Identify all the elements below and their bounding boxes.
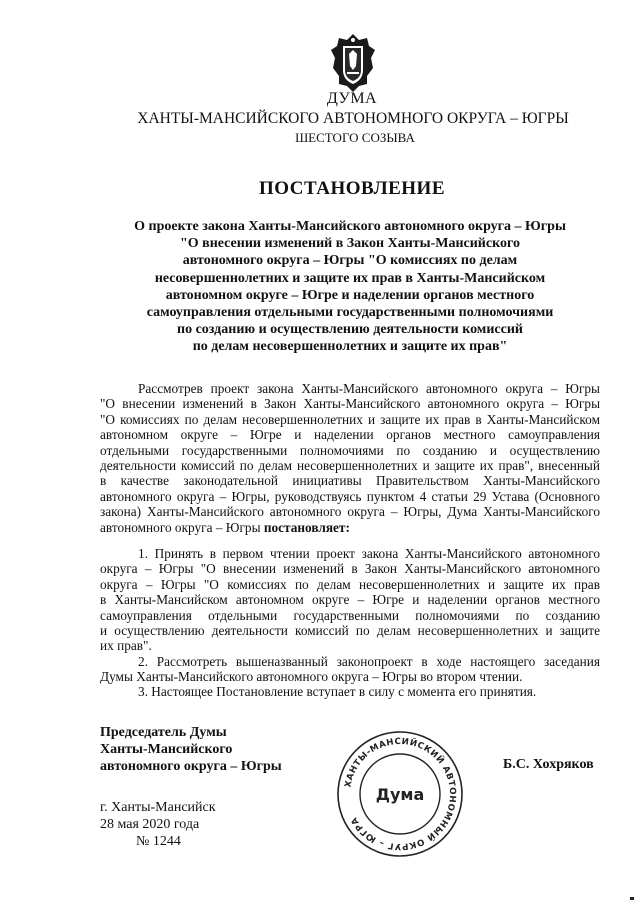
subject-line: по созданию и осуществлению деятельности комиссий — [177, 322, 523, 338]
item1-line: самоуправления отдельными государственными полномочиями по созданию — [100, 607, 600, 623]
decree-verb: постановляет: — [263, 519, 350, 535]
document-title: ПОСТАНОВЛЕНИЕ — [258, 178, 446, 199]
intro-line: Рассмотрев проект закона Ханты-Мансийского автономного округа – Югры — [138, 381, 600, 396]
subject-line: автономного округа – Югры "О комиссиях по делам — [182, 253, 518, 269]
document-place-date — [100, 799, 216, 850]
duma-heading: ДУМА — [326, 90, 378, 107]
intro-line: автономном округе – Югре и наделении органов местного самоуправления — [100, 427, 600, 443]
date-label: 28 мая 2020 года — [100, 817, 200, 832]
position-line: Председатель Думы — [100, 725, 227, 740]
decision-item-2 — [100, 654, 600, 685]
city-label: г. Ханты-Мансийск — [100, 800, 216, 815]
signatory-position — [100, 724, 282, 775]
item1-line: и осуществлению деятельности комиссий по делам несовершеннолетних и защите — [100, 623, 600, 639]
intro-line: "О комиссиях по делам несовершеннолетних и защите их прав в Ханты-Мансийском — [100, 411, 600, 427]
item1-line: в Ханты-Мансийском автономном округе – Югре и наделении органов местного — [100, 592, 600, 608]
stamp-ring-text: ХАНТЫ-МАНСИЙСКИЙ АВТОНОМНЫЙ ОКРУГ – ЮГРА — [343, 736, 458, 852]
intro-line-last — [100, 520, 600, 535]
item2-line: Думы Ханты-Мансийского автономного округа – Югры во втором чтении. — [100, 669, 523, 685]
item1-line: округа – Югры "О внесении изменений в Закон Ханты-Мансийского автономного — [100, 561, 600, 577]
subject-line: "О внесении изменений в Закон Ханты-Мансийского — [180, 236, 520, 252]
document-subject — [110, 218, 590, 356]
official-stamp — [334, 728, 466, 860]
intro-line: деятельности комиссий по делам несовершеннолетних и защите их прав", внесенный — [100, 458, 600, 474]
okrug-heading: ХАНТЫ-МАНСИЙСКОГО АВТОНОМНОГО ОКРУГА – ЮГРЫ — [137, 110, 569, 127]
document-number: № 1244 — [136, 834, 181, 849]
page-mark — [630, 897, 634, 900]
subject-line: самоуправления отдельными государственными полномочиями — [146, 305, 554, 321]
intro-last-text: автономного округа – Югры — [100, 519, 264, 535]
item1-line: их прав". — [100, 638, 152, 654]
intro-line: в качестве законодательной инициативы Правительством Ханты-Мансийского — [100, 473, 600, 489]
decision-item-3 — [100, 684, 600, 699]
intro-paragraph — [100, 381, 600, 535]
subject-line: по делам несовершеннолетних и защите их прав" — [192, 339, 508, 355]
stamp-center-text: Дума — [375, 785, 425, 804]
position-line: Ханты-Мансийского — [100, 742, 233, 757]
convocation-heading: ШЕСТОГО СОЗЫВА — [295, 130, 415, 145]
intro-line: автономного округа – Югры, руководствуясь пунктом 4 статьи 29 Устава (Основного — [100, 488, 600, 504]
intro-line: закона) Ханты-Мансийского автономного округа – Югры, Дума Ханты-Мансийского — [100, 504, 600, 520]
item1-line: 1. Принять в первом чтении проект закона Ханты-Мансийского автономного — [138, 546, 600, 561]
decision-item-1 — [100, 546, 600, 654]
position-line: автономного округа – Югры — [100, 759, 282, 774]
subject-line: несовершеннолетних и защите их прав в Ханты-Мансийском — [154, 270, 546, 286]
item3-line: 3. Настоящее Постановление вступает в силу с момента его принятия. — [138, 684, 537, 699]
intro-line: "О внесении изменений в Закон Ханты-Мансийского автономного округа – Югры — [100, 396, 600, 412]
item1-line: округа – Югры "О комиссиях по делам несовершеннолетних и защите их прав — [100, 576, 600, 592]
subject-line: О проекте закона Ханты-Мансийского автономного округа – Югры — [134, 219, 566, 234]
coat-of-arms-icon — [329, 32, 377, 94]
item2-line: 2. Рассмотреть вышеназванный законопроект в ходе настоящего заседания — [138, 654, 600, 669]
signatory-name: Б.С. Хохряков — [503, 757, 594, 772]
intro-line: отдельными государственными полномочиями по созданию и осуществлению — [100, 442, 600, 458]
subject-line: автономном округе – Югре и наделении органов местного — [165, 287, 535, 303]
